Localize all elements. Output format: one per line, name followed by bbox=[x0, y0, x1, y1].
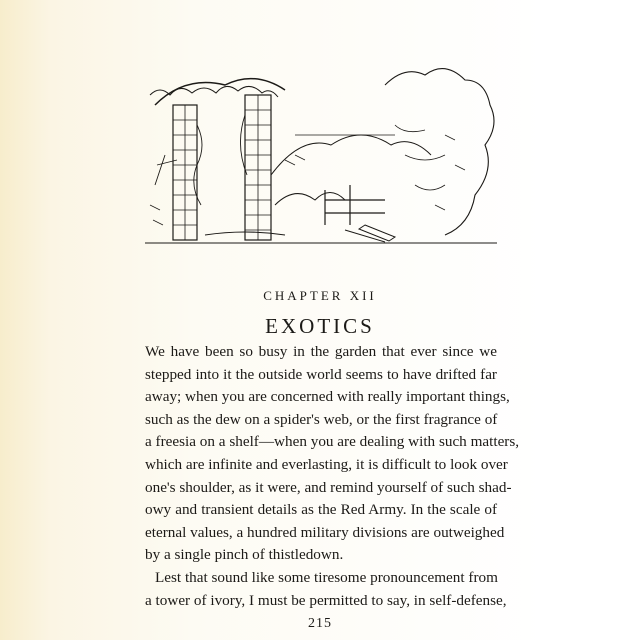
text-line: a freesia on a shelf—when you are dealing with such matters, bbox=[145, 433, 520, 451]
paragraph bbox=[145, 341, 520, 567]
text-line: stepped into it the outside world seems to have drifted far bbox=[145, 365, 497, 383]
text-line: by a single pinch of thistledown. bbox=[145, 546, 344, 564]
text-line: a tower of ivory, I must be permitted to say, in self-defense, bbox=[145, 591, 507, 609]
text-line: away; when you are concerned with really important things, bbox=[145, 388, 510, 406]
text-line: such as the dew on a spider's web, or the first fragrance of bbox=[145, 410, 498, 428]
paragraph bbox=[145, 567, 507, 612]
page-number: 215 bbox=[308, 616, 332, 631]
chapter-title: EXOTICS bbox=[265, 314, 375, 338]
body-text bbox=[145, 341, 520, 612]
chapter-label: CHAPTER XII bbox=[263, 288, 377, 303]
right-pillar bbox=[245, 95, 271, 240]
text-line: eternal values, a hundred military divisions are outweighed bbox=[145, 523, 505, 541]
text-line: owy and transient details as the Red Army. In the scale of bbox=[145, 501, 497, 519]
left-pillar bbox=[173, 105, 197, 240]
text-line: Lest that sound like some tiresome pronouncement from bbox=[155, 568, 498, 586]
text-line: one's shoulder, as it were, and remind yourself of such shad- bbox=[145, 478, 512, 496]
garden-gate-illustration bbox=[145, 65, 497, 247]
text-line: which are infinite and everlasting, it is difficult to look over bbox=[145, 455, 508, 473]
text-line: We have been so busy in the garden that ever since we bbox=[145, 343, 497, 360]
